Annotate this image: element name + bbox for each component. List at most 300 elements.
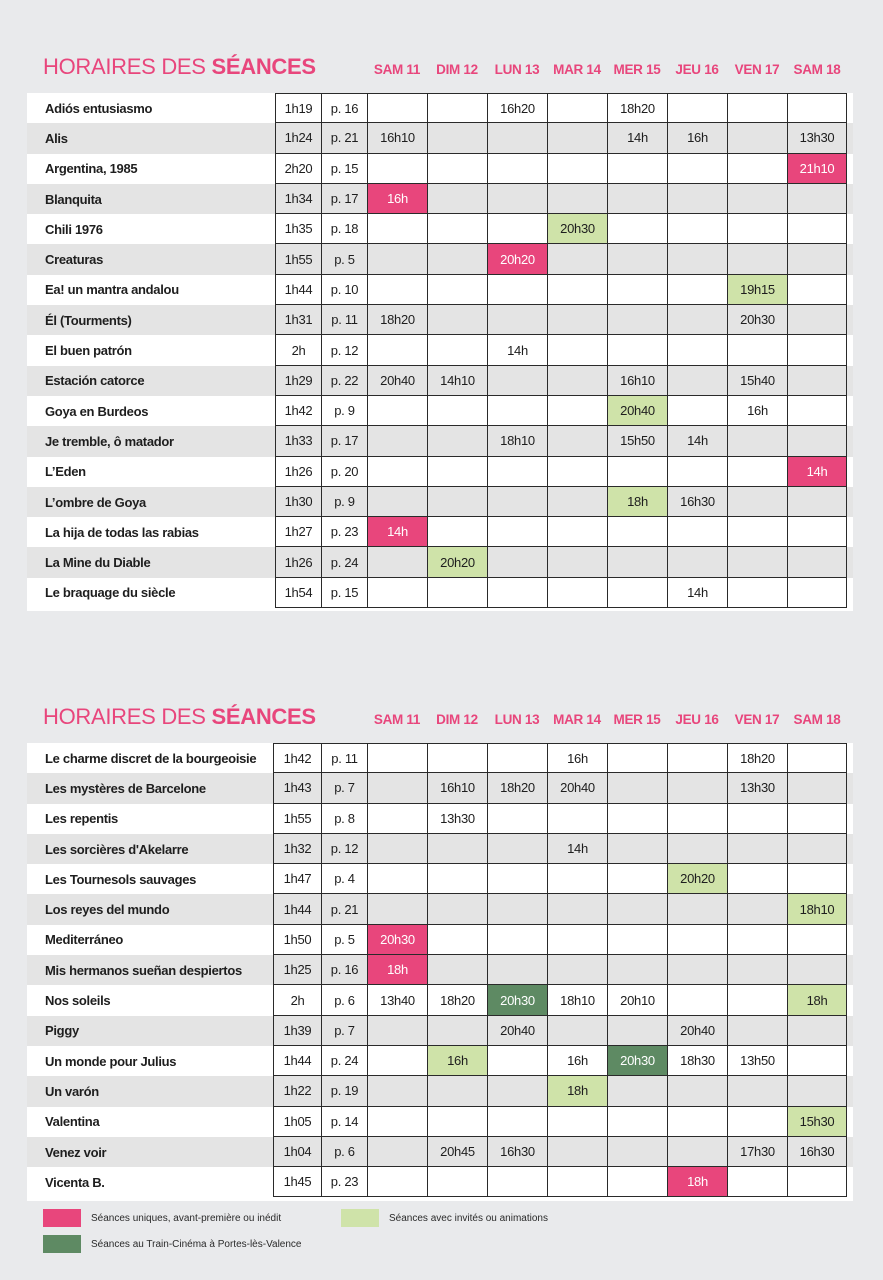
showtime-cell: 13h30: [427, 804, 487, 834]
schedule-panel-2: [27, 690, 853, 1201]
showtime-cell: [367, 1167, 427, 1197]
film-title: Un monde pour Julius: [45, 1053, 177, 1069]
showtime-cell: 20h40: [667, 1016, 727, 1046]
showtime-cell: 20h30: [727, 305, 787, 335]
film-page: p. 20: [321, 457, 367, 487]
showtime-cell: [667, 894, 727, 924]
showtime-cell: [427, 1107, 487, 1137]
showtime-cell: 18h20: [427, 985, 487, 1015]
showtime-cell: 18h20: [367, 305, 427, 335]
showtime-cell: [787, 925, 847, 955]
film-duration: 1h25: [273, 955, 321, 985]
showtime-cell: 20h30: [547, 214, 607, 244]
day-header: DIM 12: [436, 62, 478, 77]
film-duration: 1h34: [275, 184, 321, 214]
film-duration: 1h29: [275, 366, 321, 396]
showtime-cell: 14h: [487, 335, 547, 365]
showtime-cell: [367, 864, 427, 894]
showtime-cell: [427, 396, 487, 426]
showtime-cell: [667, 743, 727, 773]
showtime-cell: [727, 457, 787, 487]
showtime-cell: [427, 1076, 487, 1106]
film-row: [27, 1167, 853, 1197]
showtime-cell: [427, 184, 487, 214]
showtime-cell: [607, 457, 667, 487]
film-duration: 1h27: [275, 517, 321, 547]
showtime-cell: [547, 154, 607, 184]
showtime-cell: [727, 487, 787, 517]
film-duration: 1h43: [273, 773, 321, 803]
showtime-cell: [427, 743, 487, 773]
day-header: MER 15: [613, 712, 661, 727]
showtime-cell: [367, 773, 427, 803]
showtime-cell: [787, 1167, 847, 1197]
film-title: L’Eden: [45, 464, 86, 480]
film-title: Chili 1976: [45, 221, 103, 237]
showtime-cell: 20h40: [367, 366, 427, 396]
film-title: Piggy: [45, 1023, 79, 1039]
film-row: [27, 154, 853, 184]
film-row: [27, 366, 853, 396]
showtime-cell: [667, 457, 727, 487]
film-duration: 1h26: [275, 547, 321, 577]
film-title: Venez voir: [45, 1144, 107, 1160]
schedule-title: [43, 704, 316, 730]
showtime-cell: [667, 517, 727, 547]
showtime-cell: [367, 894, 427, 924]
showtime-cell: 16h10: [367, 123, 427, 153]
showtime-cell: [487, 1046, 547, 1076]
showtime-cell: [547, 578, 607, 608]
showtime-cell: [487, 578, 547, 608]
film-page: p. 8: [321, 804, 367, 834]
showtime-cell: 20h10: [607, 985, 667, 1015]
showtime-cell: [607, 834, 667, 864]
film-row: [27, 305, 853, 335]
showtime-cell: 16h: [367, 184, 427, 214]
film-page: p. 5: [321, 925, 367, 955]
film-row: [27, 275, 853, 305]
showtime-cell: [487, 804, 547, 834]
film-row: [27, 517, 853, 547]
showtime-cell: 20h30: [607, 1046, 667, 1076]
schedule-table: [27, 743, 853, 1197]
title-bold: SÉANCES: [211, 704, 316, 729]
showtime-cell: [727, 517, 787, 547]
showtime-cell: [607, 244, 667, 274]
showtime-cell: [607, 517, 667, 547]
film-page: p. 7: [321, 773, 367, 803]
film-title: Un varón: [45, 1083, 99, 1099]
film-page: p. 12: [321, 834, 367, 864]
showtime-cell: 20h20: [667, 864, 727, 894]
showtime-cell: [727, 834, 787, 864]
legend-swatch-light-green: [341, 1209, 379, 1227]
showtime-cell: 19h15: [727, 275, 787, 305]
showtime-cell: [667, 955, 727, 985]
showtime-cell: 14h10: [427, 366, 487, 396]
showtime-cell: [607, 1137, 667, 1167]
showtime-cell: 14h: [667, 578, 727, 608]
showtime-cell: [487, 925, 547, 955]
showtime-cell: [427, 1167, 487, 1197]
film-row: [27, 834, 853, 864]
showtime-cell: [787, 834, 847, 864]
showtime-cell: 20h40: [487, 1016, 547, 1046]
showtime-cell: [427, 1016, 487, 1046]
showtime-cell: [547, 93, 607, 123]
showtime-cell: [487, 547, 547, 577]
showtime-cell: [607, 335, 667, 365]
showtime-cell: [427, 487, 487, 517]
showtime-cell: [667, 547, 727, 577]
showtime-cell: 18h: [787, 985, 847, 1015]
showtime-cell: 14h: [367, 517, 427, 547]
film-duration: 1h05: [273, 1107, 321, 1137]
showtime-cell: [547, 426, 607, 456]
film-page: p. 24: [321, 1046, 367, 1076]
film-title: Ea! un mantra andalou: [45, 282, 179, 298]
showtime-cell: [547, 335, 607, 365]
showtime-cell: [367, 426, 427, 456]
showtime-cell: [427, 275, 487, 305]
showtime-cell: [727, 93, 787, 123]
film-duration: 1h33: [275, 426, 321, 456]
showtime-cell: [787, 244, 847, 274]
film-page: p. 21: [321, 894, 367, 924]
film-title: Los reyes del mundo: [45, 902, 170, 918]
showtime-cell: [667, 244, 727, 274]
film-row: [27, 743, 853, 773]
showtime-cell: [787, 396, 847, 426]
title-light: HORAIRES DES: [43, 704, 212, 729]
showtime-cell: [727, 184, 787, 214]
showtime-cell: [367, 93, 427, 123]
showtime-cell: [787, 426, 847, 456]
day-header: LUN 13: [494, 712, 540, 727]
showtime-cell: [427, 426, 487, 456]
showtime-cell: [547, 487, 607, 517]
showtime-cell: 16h20: [487, 93, 547, 123]
showtime-cell: [427, 925, 487, 955]
legend-label: Séances uniques, avant-première ou inédit: [91, 1212, 282, 1224]
showtime-cell: [487, 1107, 547, 1137]
showtime-cell: [487, 154, 547, 184]
film-page: p. 6: [321, 1137, 367, 1167]
showtime-cell: 16h: [547, 743, 607, 773]
film-title: Les sorcières d'Akelarre: [45, 841, 189, 857]
showtime-cell: [667, 305, 727, 335]
showtime-cell: [667, 804, 727, 834]
showtime-cell: [487, 123, 547, 153]
film-duration: 1h35: [275, 214, 321, 244]
showtime-cell: [667, 1137, 727, 1167]
showtime-cell: [607, 547, 667, 577]
showtime-cell: 18h: [367, 955, 427, 985]
film-page: p. 16: [321, 93, 367, 123]
film-page: p. 14: [321, 1107, 367, 1137]
film-row: [27, 955, 853, 985]
showtime-cell: [727, 123, 787, 153]
showtime-cell: [787, 955, 847, 985]
showtime-cell: [427, 123, 487, 153]
showtime-cell: [727, 804, 787, 834]
film-title: Je tremble, ô matador: [45, 433, 174, 449]
showtime-cell: [787, 578, 847, 608]
showtime-cell: [367, 154, 427, 184]
film-duration: 1h32: [273, 834, 321, 864]
film-title: L’ombre de Goya: [45, 494, 146, 510]
film-page: p. 22: [321, 366, 367, 396]
legend-label: Séances avec invités ou animations: [389, 1212, 548, 1224]
showtime-cell: 18h10: [487, 426, 547, 456]
showtime-cell: [787, 864, 847, 894]
film-page: p. 21: [321, 123, 367, 153]
showtime-cell: [487, 834, 547, 864]
showtime-cell: [427, 154, 487, 184]
film-title: Les Tournesols sauvages: [45, 871, 197, 887]
film-page: p. 19: [321, 1076, 367, 1106]
showtime-cell: [607, 804, 667, 834]
showtime-cell: [667, 275, 727, 305]
showtime-cell: 16h30: [787, 1137, 847, 1167]
showtime-cell: [427, 93, 487, 123]
film-duration: 2h: [273, 985, 321, 1015]
showtime-cell: 18h: [547, 1076, 607, 1106]
showtime-cell: [367, 578, 427, 608]
showtime-cell: [787, 804, 847, 834]
film-page: p. 9: [321, 396, 367, 426]
showtime-cell: [727, 894, 787, 924]
legend-item-unique: [43, 1209, 281, 1227]
showtime-cell: [727, 335, 787, 365]
showtime-cell: [547, 123, 607, 153]
film-duration: 1h44: [273, 894, 321, 924]
showtime-cell: 16h: [727, 396, 787, 426]
showtime-cell: [487, 275, 547, 305]
legend: [27, 1205, 853, 1265]
showtime-cell: [367, 804, 427, 834]
showtime-cell: [367, 457, 427, 487]
showtime-cell: [667, 834, 727, 864]
showtime-cell: 18h10: [787, 894, 847, 924]
legend-swatch-dark-green: [43, 1235, 81, 1253]
film-row: [27, 1046, 853, 1076]
showtime-cell: 21h10: [787, 154, 847, 184]
showtime-cell: [787, 1046, 847, 1076]
film-duration: 1h30: [275, 487, 321, 517]
showtime-cell: [547, 1137, 607, 1167]
film-duration: 1h44: [273, 1046, 321, 1076]
film-row: [27, 1107, 853, 1137]
showtime-cell: [427, 894, 487, 924]
showtime-cell: [487, 1167, 547, 1197]
showtime-cell: [607, 214, 667, 244]
showtime-cell: 20h20: [487, 244, 547, 274]
showtime-cell: [727, 1076, 787, 1106]
film-title: Blanquita: [45, 191, 102, 207]
schedule-header: [27, 40, 853, 93]
film-row: [27, 804, 853, 834]
schedule-table: [27, 93, 853, 608]
showtime-cell: [667, 773, 727, 803]
showtime-cell: [727, 244, 787, 274]
showtime-cell: [427, 517, 487, 547]
showtime-cell: [667, 184, 727, 214]
showtime-cell: 18h: [607, 487, 667, 517]
film-page: p. 24: [321, 547, 367, 577]
showtime-cell: [427, 834, 487, 864]
showtime-cell: 13h40: [367, 985, 427, 1015]
showtime-cell: [367, 214, 427, 244]
showtime-cell: 17h30: [727, 1137, 787, 1167]
showtime-cell: [607, 743, 667, 773]
title-light: HORAIRES DES: [43, 54, 212, 79]
showtime-cell: 20h20: [427, 547, 487, 577]
showtime-cell: [487, 743, 547, 773]
showtime-cell: [607, 894, 667, 924]
showtime-cell: 16h10: [427, 773, 487, 803]
showtime-cell: [547, 244, 607, 274]
showtime-cell: [727, 154, 787, 184]
film-page: p. 11: [321, 743, 367, 773]
film-row: [27, 578, 853, 608]
film-page: p. 18: [321, 214, 367, 244]
day-header: MAR 14: [553, 62, 601, 77]
showtime-cell: [787, 547, 847, 577]
legend-item-guests: [341, 1209, 548, 1227]
showtime-cell: 14h: [787, 457, 847, 487]
showtime-cell: [727, 1167, 787, 1197]
film-row: [27, 864, 853, 894]
showtime-cell: [547, 457, 607, 487]
showtime-cell: 20h40: [547, 773, 607, 803]
showtime-cell: [367, 275, 427, 305]
film-page: p. 5: [321, 244, 367, 274]
showtime-cell: [787, 743, 847, 773]
film-page: p. 6: [321, 985, 367, 1015]
showtime-cell: [367, 244, 427, 274]
showtime-cell: 20h45: [427, 1137, 487, 1167]
film-title: La Mine du Diable: [45, 555, 151, 571]
film-title: Alis: [45, 130, 68, 146]
showtime-cell: [547, 925, 607, 955]
showtime-cell: [727, 864, 787, 894]
showtime-cell: [487, 487, 547, 517]
showtime-cell: [607, 184, 667, 214]
showtime-cell: [607, 154, 667, 184]
showtime-cell: [367, 834, 427, 864]
legend-label: Séances au Train-Cinéma à Portes-lès-Valence: [91, 1238, 302, 1250]
film-page: p. 7: [321, 1016, 367, 1046]
showtime-cell: [547, 1107, 607, 1137]
showtime-cell: [487, 517, 547, 547]
film-row: [27, 925, 853, 955]
film-duration: 1h55: [273, 804, 321, 834]
showtime-cell: [727, 214, 787, 244]
film-row: [27, 1076, 853, 1106]
film-row: [27, 335, 853, 365]
showtime-cell: [487, 955, 547, 985]
showtime-cell: 16h: [547, 1046, 607, 1076]
showtime-cell: [607, 1076, 667, 1106]
film-page: p. 17: [321, 184, 367, 214]
film-row: [27, 184, 853, 214]
film-duration: 1h39: [273, 1016, 321, 1046]
showtime-cell: [667, 335, 727, 365]
showtime-cell: [487, 184, 547, 214]
showtime-cell: 13h30: [787, 123, 847, 153]
day-header: DIM 12: [436, 712, 478, 727]
showtime-cell: [787, 773, 847, 803]
showtime-cell: [667, 1076, 727, 1106]
showtime-cell: 20h30: [487, 985, 547, 1015]
showtime-cell: 16h30: [667, 487, 727, 517]
showtime-cell: [427, 305, 487, 335]
film-page: p. 15: [321, 154, 367, 184]
showtime-cell: [427, 457, 487, 487]
showtime-cell: [547, 955, 607, 985]
showtime-cell: 16h: [667, 123, 727, 153]
showtime-cell: [667, 925, 727, 955]
film-title: Mis hermanos sueñan despiertos: [45, 962, 242, 978]
showtime-cell: [787, 1076, 847, 1106]
title-bold: SÉANCES: [211, 54, 316, 79]
showtime-cell: [667, 366, 727, 396]
showtime-cell: [727, 426, 787, 456]
film-row: [27, 396, 853, 426]
film-row: [27, 214, 853, 244]
showtime-cell: [607, 578, 667, 608]
showtime-cell: [727, 547, 787, 577]
film-row: [27, 773, 853, 803]
showtime-cell: 18h20: [607, 93, 667, 123]
showtime-cell: 16h30: [487, 1137, 547, 1167]
showtime-cell: 15h30: [787, 1107, 847, 1137]
legend-swatch-pink: [43, 1209, 81, 1227]
showtime-cell: [607, 955, 667, 985]
showtime-cell: [607, 1107, 667, 1137]
showtime-cell: [787, 275, 847, 305]
film-duration: 1h47: [273, 864, 321, 894]
showtime-cell: [427, 214, 487, 244]
showtime-cell: 20h30: [367, 925, 427, 955]
film-duration: 1h44: [275, 275, 321, 305]
showtime-cell: 13h50: [727, 1046, 787, 1076]
film-row: [27, 547, 853, 577]
film-title: Adiós entusiasmo: [45, 100, 153, 116]
film-title: Estación catorce: [45, 373, 145, 389]
showtime-cell: [367, 396, 427, 426]
film-row: [27, 426, 853, 456]
showtime-cell: [607, 864, 667, 894]
showtime-cell: [547, 305, 607, 335]
day-header: SAM 18: [793, 62, 841, 77]
film-page: p. 10: [321, 275, 367, 305]
showtime-cell: [547, 366, 607, 396]
film-page: p. 17: [321, 426, 367, 456]
showtime-cell: [727, 1016, 787, 1046]
film-title: Le braquage du siècle: [45, 585, 176, 601]
showtime-cell: [547, 396, 607, 426]
showtime-cell: [427, 244, 487, 274]
film-page: p. 15: [321, 578, 367, 608]
showtime-cell: [367, 1046, 427, 1076]
film-page: p. 16: [321, 955, 367, 985]
showtime-cell: [367, 487, 427, 517]
film-row: [27, 244, 853, 274]
showtime-cell: [607, 1016, 667, 1046]
